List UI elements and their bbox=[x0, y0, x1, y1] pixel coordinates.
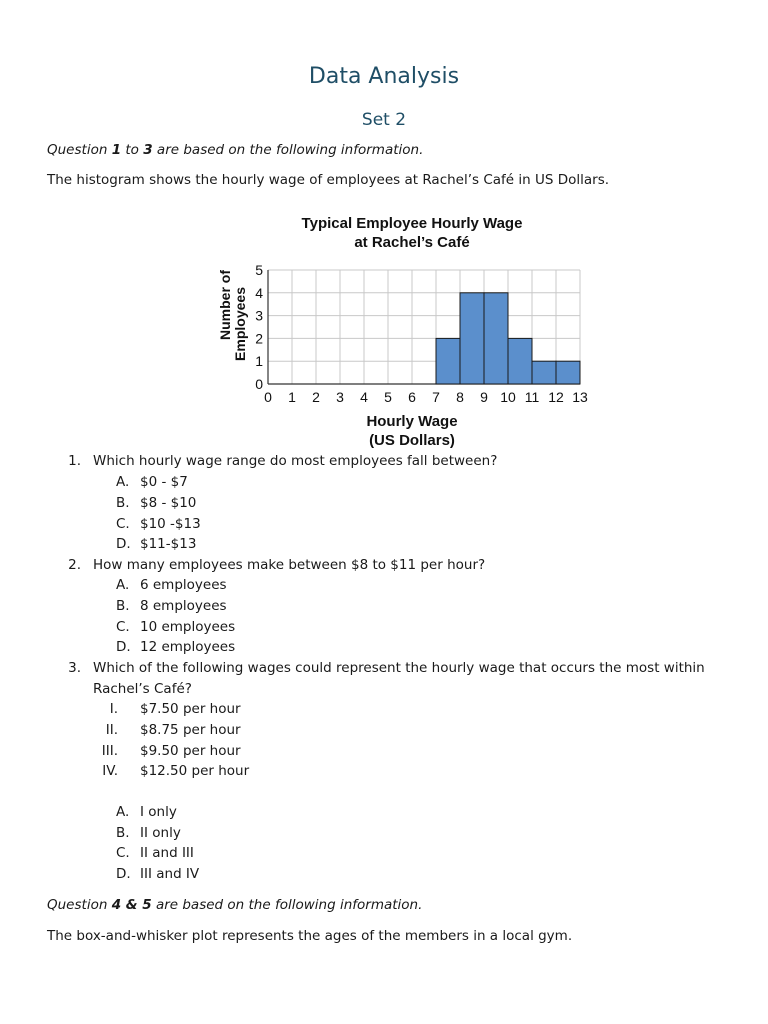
q1-option-text: $10 -$13 bbox=[140, 515, 201, 532]
x-tick-label: 13 bbox=[572, 389, 588, 405]
q3-option-label: D. bbox=[116, 865, 131, 882]
y-axis-label-2: Employees bbox=[232, 287, 248, 361]
x-tick-label: 12 bbox=[548, 389, 564, 405]
chart-subtitle: at Rachel’s Café bbox=[354, 234, 470, 251]
q3-option-text: II and III bbox=[140, 845, 194, 862]
x-tick-label: 0 bbox=[264, 389, 272, 405]
q2-option-label: B. bbox=[116, 597, 130, 614]
histogram-description: The histogram shows the hourly wage of employees at Rachel’s Café in US Dollars. bbox=[47, 172, 610, 188]
x-axis-label: Hourly Wage bbox=[366, 413, 458, 430]
y-tick-labels bbox=[255, 262, 263, 392]
q2-option-text: 10 employees bbox=[140, 618, 236, 635]
histogram-bar bbox=[556, 361, 580, 384]
x-tick-label: 7 bbox=[432, 389, 440, 405]
x-tick-label: 1 bbox=[288, 389, 296, 405]
q1-number: 1. bbox=[68, 453, 81, 469]
x-tick-label: 3 bbox=[336, 389, 344, 405]
q1-option-label: B. bbox=[116, 494, 130, 511]
histogram-chart bbox=[200, 208, 600, 454]
q3-roman-text: $8.75 per hour bbox=[140, 721, 241, 738]
y-tick-label: 5 bbox=[255, 262, 263, 278]
q3-roman-text: $12.50 per hour bbox=[140, 763, 250, 780]
histogram-bar bbox=[532, 361, 556, 384]
q1-option-label: A. bbox=[116, 474, 130, 490]
q3-roman-text: $7.50 per hour bbox=[140, 701, 241, 717]
x-tick-label: 6 bbox=[408, 389, 416, 405]
q3-option-text: II only bbox=[140, 824, 181, 841]
q2-option-text: 8 employees bbox=[140, 597, 227, 614]
q2-number: 2. bbox=[68, 557, 81, 573]
x-tick-label: 11 bbox=[524, 389, 540, 405]
y-axis-label: Number of bbox=[217, 270, 233, 340]
q3-roman-label: IV. bbox=[102, 763, 118, 780]
q3-roman-label: II. bbox=[105, 721, 118, 738]
page-title: Data Analysis bbox=[308, 64, 460, 89]
chart-title: Typical Employee Hourly Wage bbox=[301, 215, 523, 232]
q3-text-line1: Which of the following wages could represent the hourly wage that occurs the most within bbox=[93, 660, 705, 676]
q3-option-label: C. bbox=[116, 845, 130, 862]
q3-roman-label: III. bbox=[101, 742, 118, 759]
x-tick-label: 5 bbox=[384, 389, 392, 405]
q1-option-text: $0 - $7 bbox=[140, 474, 188, 490]
y-tick-label: 3 bbox=[255, 307, 263, 324]
boxplot-description: The box-and-whisker plot represents the ages of the members in a local gym. bbox=[47, 928, 573, 944]
q3-option-text: III and IV bbox=[140, 865, 200, 882]
x-tick-label: 9 bbox=[480, 389, 488, 405]
histogram-bar bbox=[436, 338, 460, 384]
histogram-bar bbox=[484, 293, 508, 384]
y-tick-label: 1 bbox=[255, 353, 263, 370]
q1-option-label: C. bbox=[116, 515, 130, 532]
q2-option-label: C. bbox=[116, 618, 130, 635]
q2-option-label: D. bbox=[116, 639, 131, 656]
q1-option-text: $11-$13 bbox=[140, 536, 197, 553]
q2-option-label: A. bbox=[116, 577, 130, 593]
q3-number: 3. bbox=[68, 660, 81, 676]
q3-option-text: I only bbox=[140, 804, 177, 820]
q2-option-text: 6 employees bbox=[140, 577, 227, 593]
histogram-bar bbox=[460, 293, 484, 384]
x-tick-label: 8 bbox=[456, 389, 464, 405]
q1-text: Which hourly wage range do most employees fall between? bbox=[93, 453, 498, 469]
x-tick-label: 10 bbox=[500, 389, 516, 405]
q1-option-label: D. bbox=[116, 536, 131, 553]
x-tick-label: 4 bbox=[360, 389, 368, 405]
x-axis-label-2: (US Dollars) bbox=[369, 432, 455, 449]
q2-option-text: 12 employees bbox=[140, 639, 236, 656]
page-subtitle: Set 2 bbox=[361, 110, 407, 130]
y-tick-label: 0 bbox=[255, 376, 263, 392]
intro-question-range-2: Question 4 & 5 are based on the following information. bbox=[47, 897, 423, 913]
y-tick-label: 2 bbox=[255, 330, 263, 347]
intro-question-range: Question 1 to 3 are based on the following information. bbox=[47, 142, 424, 158]
q3-option-label: B. bbox=[116, 824, 130, 841]
y-tick-label: 4 bbox=[255, 284, 263, 301]
q3-text-line2: Rachel’s Café? bbox=[93, 681, 192, 697]
histogram-bar bbox=[508, 338, 532, 384]
x-tick-label: 2 bbox=[312, 389, 320, 405]
q3-roman-text: $9.50 per hour bbox=[140, 742, 241, 759]
q3-option-label: A. bbox=[116, 804, 130, 820]
q1-option-text: $8 - $10 bbox=[140, 494, 197, 511]
q2-text: How many employees make between $8 to $11 per hour? bbox=[93, 557, 486, 573]
q3-roman-label: I. bbox=[109, 701, 118, 717]
x-tick-labels bbox=[264, 389, 588, 405]
